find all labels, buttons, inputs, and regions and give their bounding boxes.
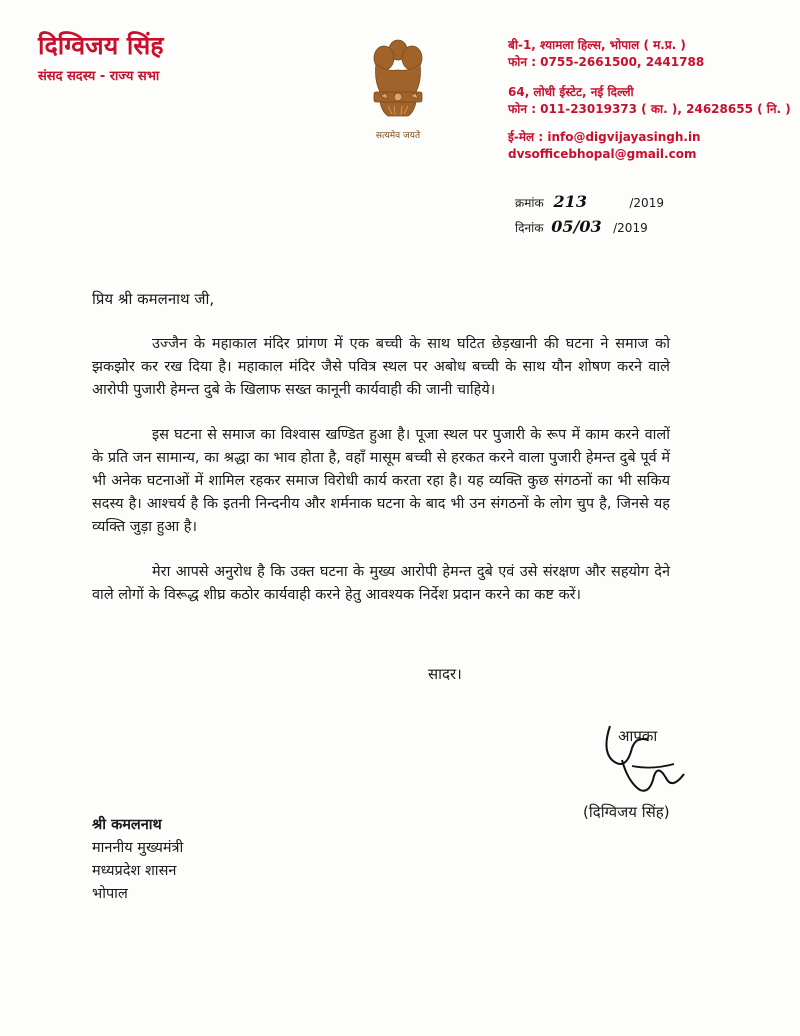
salutation: प्रिय श्री कमलनाथ जी,: [92, 290, 215, 308]
paragraph-1: उज्जैन के महाकाल मंदिर प्रांगण में एक बच्ची के साथ घटित छेड़खानी की घटना ने समाज को झकझोर कर रख दिया है। महाकाल मंदिर जैसे पवित्र स्थल पर अबोध बच्ची के साथ यौन शोषण करने वाले आरोपी पुजारी हेमन्त दुबे के खिलाफ सख्त कानूनी कार्यवाही की जानी चाहिये।: [92, 336, 670, 398]
letter-body: [92, 288, 670, 629]
reference-number-year: /2019: [629, 196, 664, 210]
letterhead-designation: संसद सदस्य - राज्य सभा: [38, 69, 160, 84]
reference-number-label: क्रमांक: [515, 196, 544, 210]
paragraph-3: मेरा आपसे अनुरोध है कि उक्त घटना के मुख्य आरोपी हेमन्त दुबे एवं उसे संरक्षण और सहयोग देने वाले लोगों के विरूद्ध शीघ्र कठोर कार्यवाही करने हेतु आवश्यक निर्देश प्रदान करने का कष्ट करें।: [92, 564, 670, 603]
closing: सादर।: [428, 665, 462, 683]
signature-yours: आपका: [618, 727, 658, 745]
recipient-title: माननीय मुख्यमंत्री: [92, 840, 184, 856]
recipient-block: [92, 814, 183, 906]
bhopal-phone: फोन : 0755-2661500, 2441788: [508, 55, 705, 69]
signatory-name: (दिग्विजय सिंह): [583, 803, 670, 821]
reference-block: [515, 190, 664, 240]
bhopal-address: बी-1, श्यामला हिल्स, भोपाल ( म.प्र. ): [508, 38, 686, 52]
delhi-address-block: [508, 84, 791, 118]
emblem-motto: सत्यमेव जयते: [375, 131, 421, 141]
recipient-government: मध्यप्रदेश शासन: [92, 863, 177, 879]
letterhead-name: दिग्विजय सिंह: [38, 31, 164, 60]
email-block: [508, 129, 701, 163]
reference-date-year: /2019: [613, 221, 648, 235]
recipient-city: भोपाल: [92, 886, 128, 902]
delhi-address: 64, लोधी ईस्टेट, नई दिल्ली: [508, 85, 634, 99]
reference-number-line: [515, 190, 664, 215]
recipient-name: श्री कमलनाथ: [92, 817, 162, 833]
reference-date-value: 05/03: [551, 217, 602, 236]
delhi-phone: फोन : 011-23019373 ( का. ), 24628655 ( नि. ): [508, 102, 791, 116]
reference-date-line: [515, 215, 664, 240]
national-emblem: [358, 36, 438, 146]
bhopal-address-block: [508, 37, 704, 71]
email-primary: ई-मेल : info@digvijayasingh.in: [508, 130, 701, 144]
email-secondary: dvsofficebhopal@gmail.com: [508, 147, 697, 161]
paragraph-2: इस घटना से समाज का विश्वास खण्डित हुआ है। पूजा स्थल पर पुजारी के रूप में काम करने वालों के प्रति जन सामान्य, का श्रद्धा का भाव होता है, वहाँ मासूम बच्ची से हरकत करने वाला पुजारी हेमन्त दुबे पूर्व में भी अनेक घटनाओं में शामिल रहकर समाज विरोधी कार्य करता रहा है। यह व्यक्ति कुछ संगठनों का भी सकिय सदस्य है। आश्चर्य है कि इतनी निन्दनीय और शर्मनाक घटना के बाद भी उन संगठनों के लोग चुप है, जिनसे यह व्यक्ति जुड़ा हुआ है।: [92, 427, 670, 535]
reference-date-label: दिनांक: [515, 221, 544, 235]
reference-number-value: 213: [553, 192, 587, 211]
